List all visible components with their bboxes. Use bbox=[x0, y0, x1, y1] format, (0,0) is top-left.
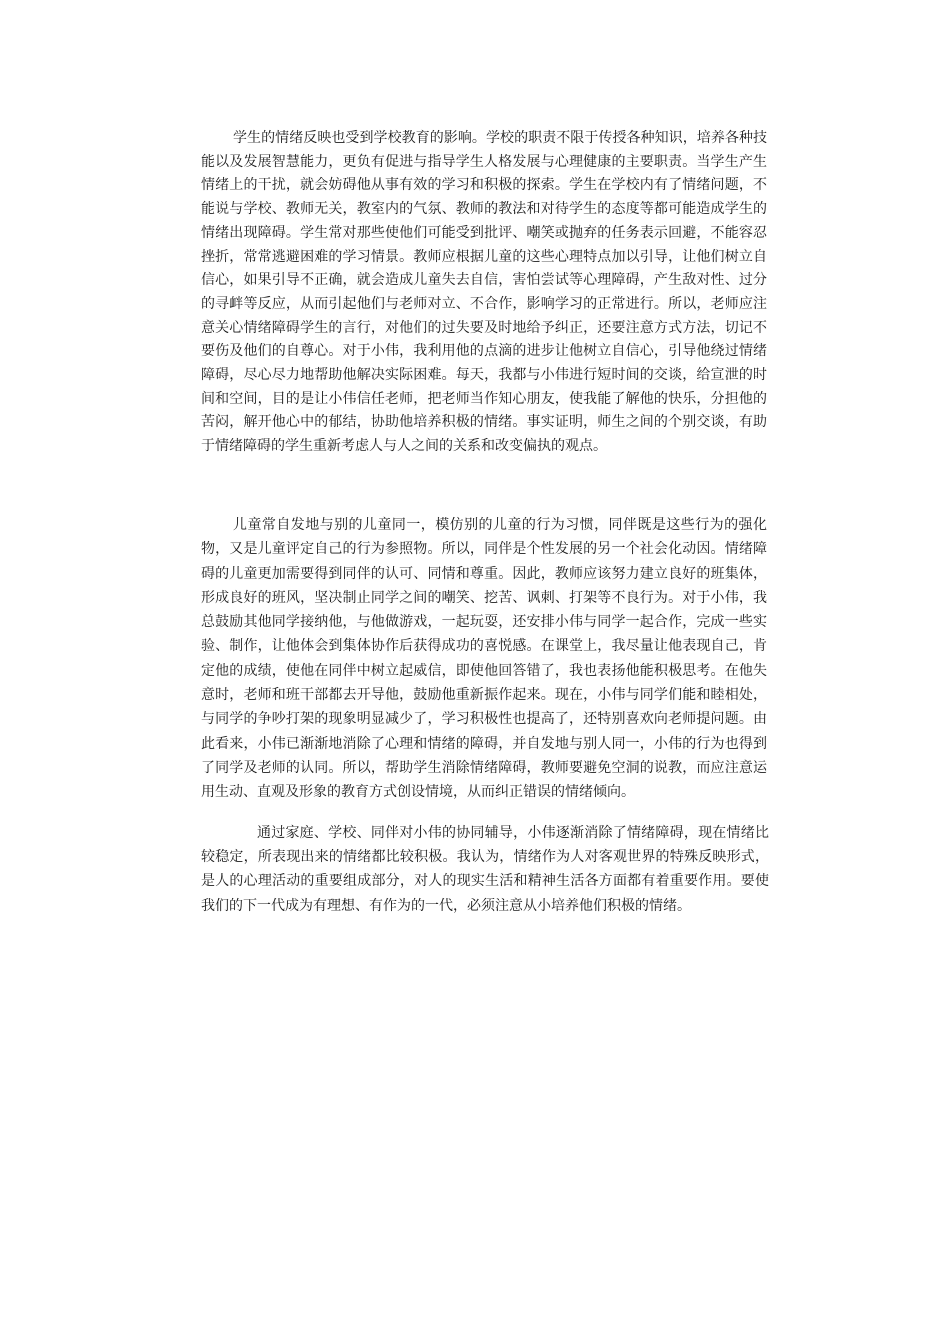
paragraph-conclusion: 通过家庭、学校、同伴对小伟的协同辅导，小伟逐渐消除了情绪障碍，现在情绪比较稳定，所表现出来的情绪都比较积极。我认为，情绪作为人对客观世界的特殊反映形式，是人的心理活动的重要组成部分，对人的现实生活和精神生活各方面都有着重要作用。要使我们的下一代成为有理想、有作为的一代，必须注意从小培养他们积极的情绪。 bbox=[201, 825, 769, 914]
paragraph-peer-influence: 儿童常自发地与别的儿童同一，模仿别的儿童的行为习惯，同伴既是这些行为的强化物，又是儿童评定自己的行为参照物。所以，同伴是个性发展的另一个社会化动因。情绪障碍的儿童更加需要得到同伴的认可、同情和尊重。因此，教师应该努力建立良好的班集体，形成良好的班风，坚决制止同学之间的嘲笑、挖苦、讽刺、打架等不良行为。对于小伟，我总鼓励其他同学接纳他，与他做游戏，一起玩耍，还安排小伟与同学一起合作，完成一些实验、制作，让他体会到集体协作后获得成功的喜悦感。在课堂上，我尽量让他表现自己，肯定他的成绩，使他在同伴中树立起威信，即使他回答错了，我也表扬他能积极思考。在他失意时，老师和班干部都去开导他，鼓励他重新振作起来。现在，小伟与同学们能和睦相处，与同学的争吵打架的现象明显减少了，学习积极性也提高了，还特别喜欢向老师提问题。由此看来，小伟已渐渐地消除了心理和情绪的障碍，并自发地与别人同一，小伟的行为也得到了同学及老师的认同。所以，帮助学生消除情绪障碍，教师要避免空洞的说教，而应注意运用生动、直观及形象的教育方式创设情境，从而纠正错误的情绪倾向。 bbox=[201, 517, 767, 801]
paragraph-emotional-school-influence: 学生的情绪反映也受到学校教育的影响。学校的职责不限于传授各种知识，培养各种技能以及发展智慧能力，更负有促进与指导学生人格发展与心理健康的主要职责。当学生产生情绪上的干扰，就会妨碍他从事有效的学习和积极的探索。学生在学校内有了情绪问题，不能说与学校、教师无关，教室内的气氛、教师的教法和对待学生的态度等都可能造成学生的情绪出现障碍。学生常对那些使他们可能受到批评、嘲笑或抛弃的任务表示回避，不能容忍挫折，常常逃避困难的学习情景。教师应根据儿童的这些心理特点加以引导，让他们树立自信心，如果引导不正确，就会造成儿童失去自信，害怕尝试等心理障碍，产生敌对性、过分的寻衅等反应，从而引起他们与老师对立、不合作，影响学习的正常进行。所以，老师应注意关心情绪障碍学生的言行，对他们的过失要及时地给予纠正，还要注意方式方法，切记不要伤及他们的自尊心。对于小伟，我利用他的点滴的进步让他树立自信心，引导他绕过情绪障碍，尽心尽力地帮助他解决实际困难。每天，我都与小伟进行短时间的交谈，给宣泄的时间和空间，目的是让小伟信任老师，把老师当作知心朋友，使我能了解他的快乐，分担他的苦闷，解开他心中的郁结，协助他培养积极的情绪。事实证明，师生之间的个别交谈，有助于情绪障碍的学生重新考虑人与人之间的关系和改变偏执的观点。 bbox=[201, 130, 767, 455]
